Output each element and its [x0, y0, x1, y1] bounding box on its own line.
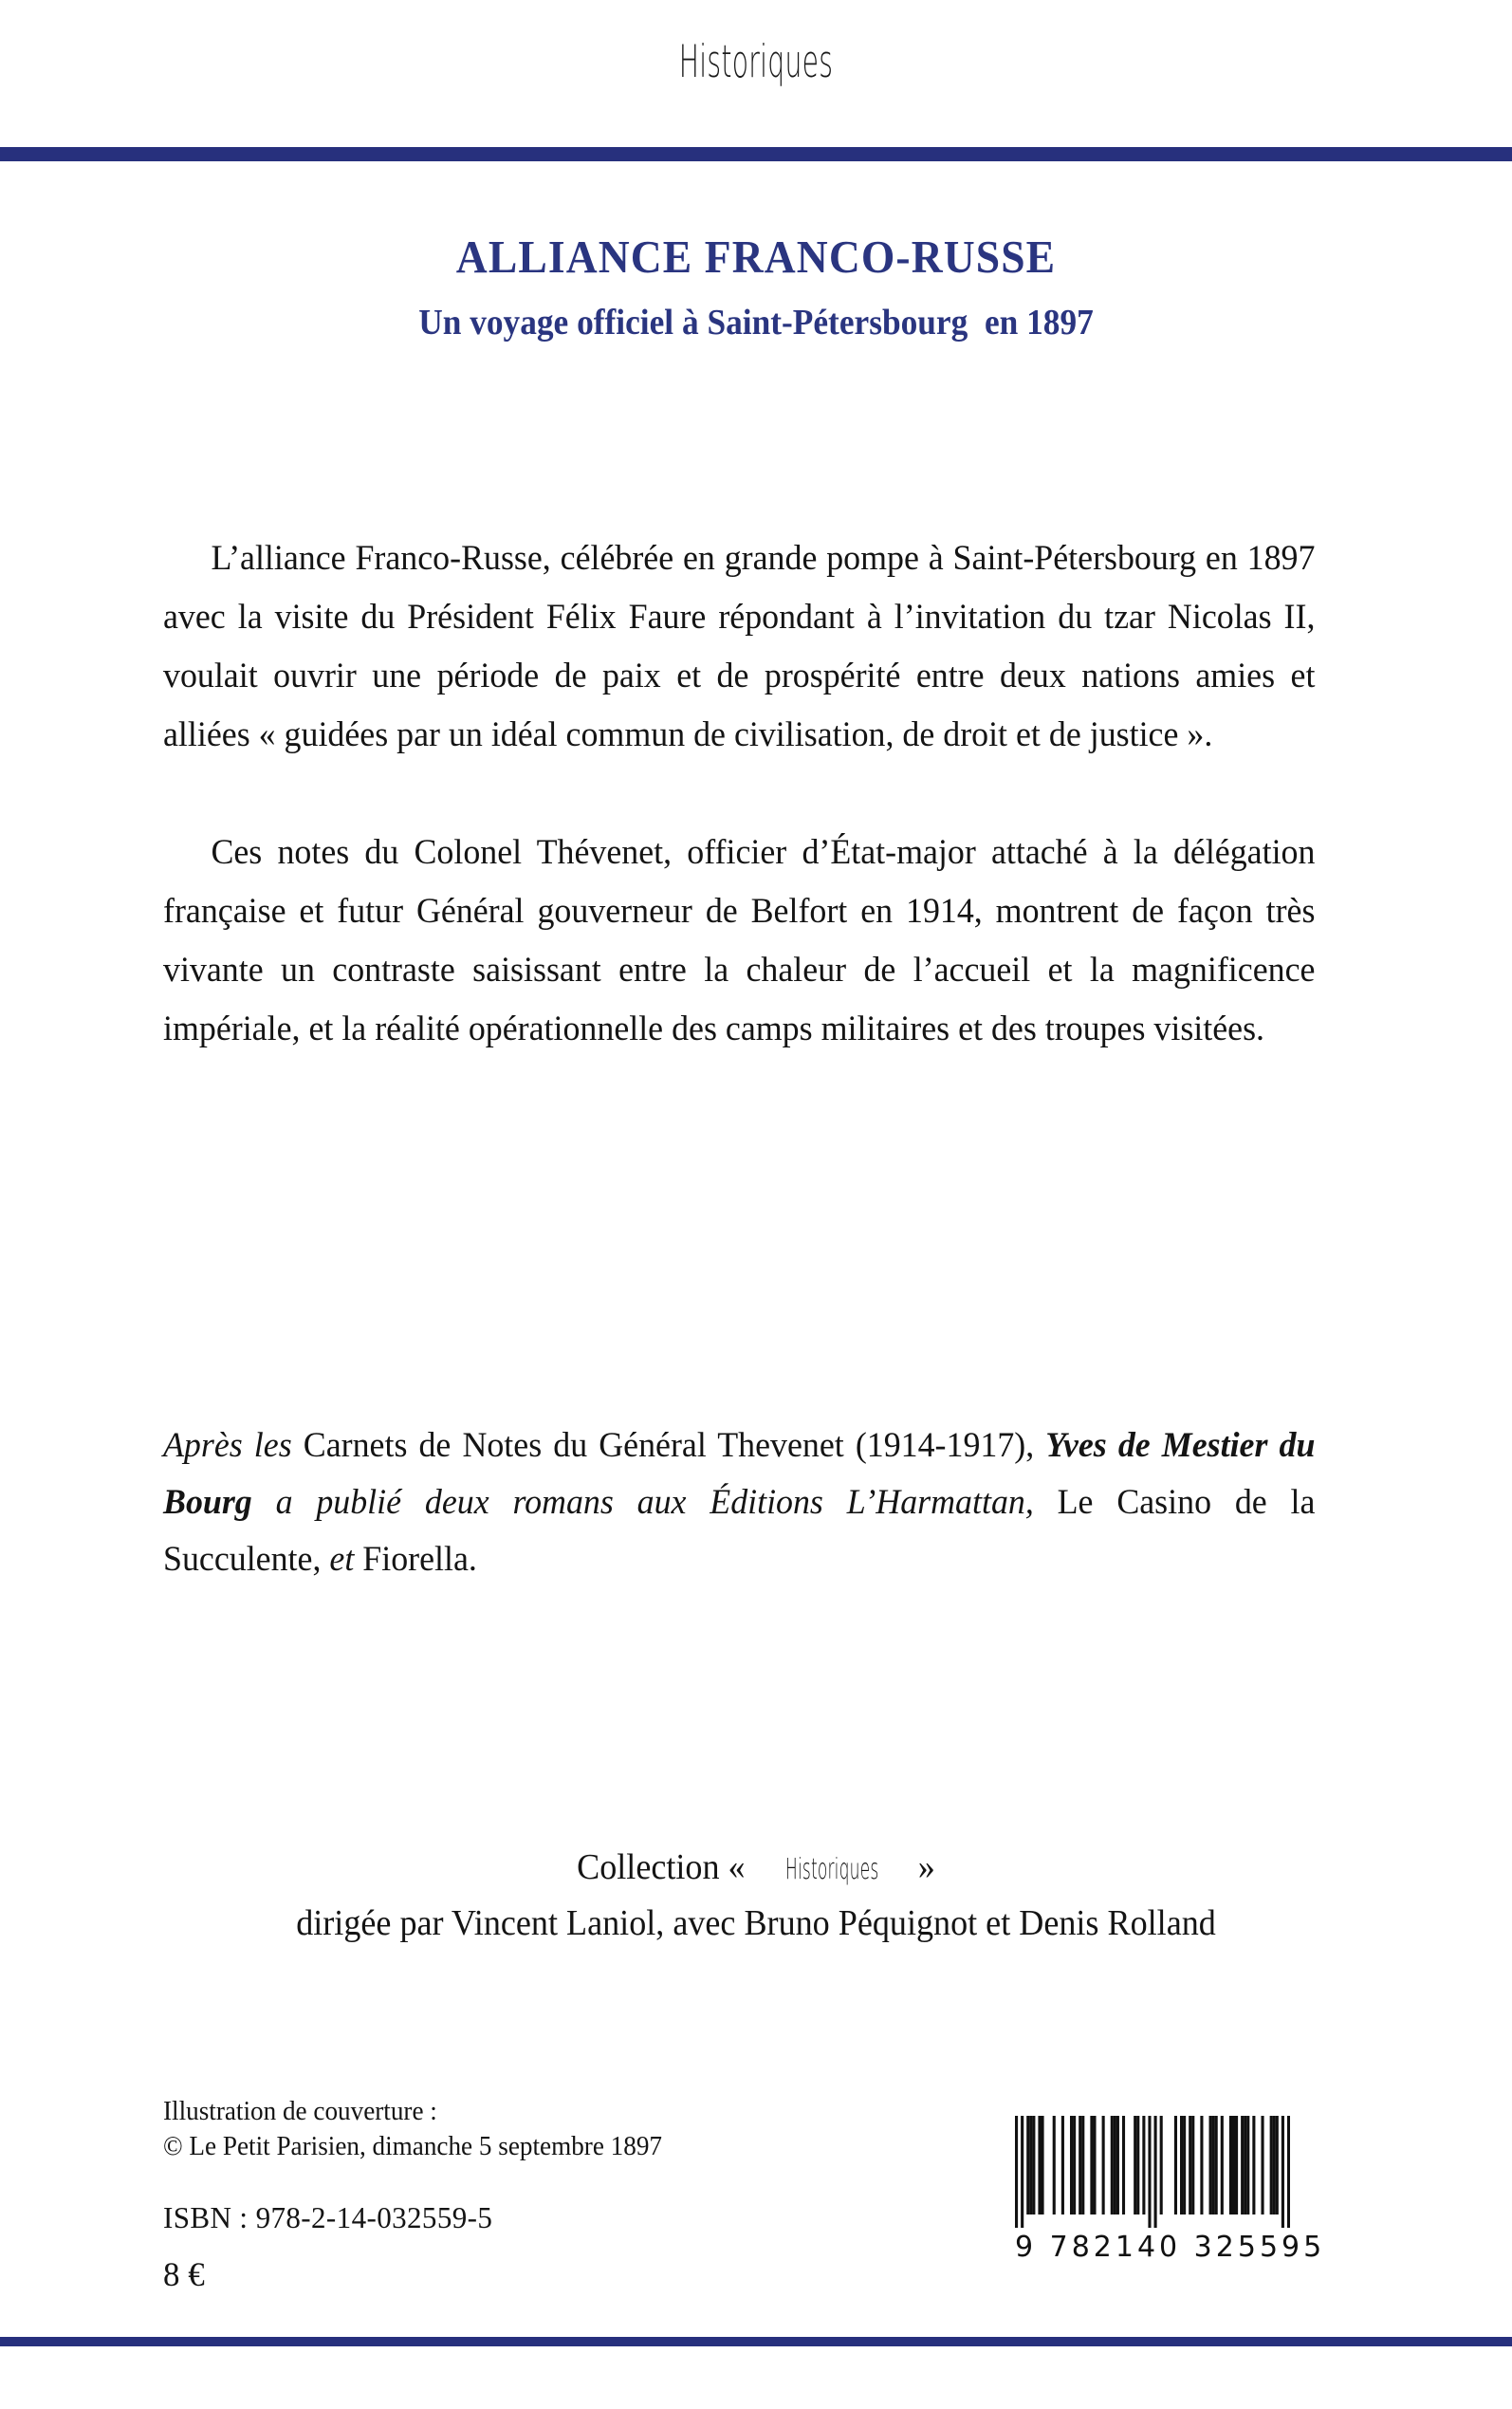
- cover-illustration-credit: [163, 2094, 881, 2164]
- author-note-seg-6: et: [329, 1540, 355, 1579]
- collection-credits-line-2: dirigée par Vincent Laniol, avec Bruno Péquignot et Denis Rolland: [296, 1903, 1216, 1943]
- price-value: 8 €: [163, 2255, 205, 2293]
- illustration-label: Illustration de couverture :: [163, 2097, 437, 2126]
- barcode-image: [1015, 2116, 1290, 2228]
- blurb-body: [163, 529, 1351, 1059]
- footer-info-block: [163, 2094, 903, 2295]
- isbn-value: ISBN : 978-2-14-032559-5: [163, 2200, 493, 2234]
- author-note-seg-7: Fiorella.: [354, 1540, 477, 1579]
- collection-label-suffix: »: [909, 1847, 935, 1887]
- barcode-digits: 9 782140 325595: [1015, 2231, 1326, 2264]
- author-note: [163, 1418, 1315, 1588]
- author-note-seg-5: Le Casino de la Succulente,: [163, 1483, 1316, 1579]
- collection-credits-line-1: [38, 1841, 1474, 1897]
- collection-credits: [0, 1841, 1512, 1950]
- collection-logo-inline: Historiques: [784, 1853, 878, 1886]
- author-note-seg-4: a publié deux romans aux Éditions L’Harmattan,: [251, 1483, 1034, 1522]
- author-note-seg-1: Après les: [163, 1426, 292, 1465]
- page-subtitle: Un voyage officiel à Saint-Pétersbourg en 1897: [418, 302, 1094, 343]
- collection-logo-header: Historiques: [678, 36, 834, 88]
- collection-label-prefix: Collection «: [577, 1847, 754, 1887]
- blurb-paragraph-2: Ces notes du Colonel Thévenet, officier d’État-major attaché à la délégation française et futur Général gouverneur de Belfort en 1914, montrent de façon très vivante un contraste saisissant entre la chaleur de l’accueil et la magnificence impériale, et la réalité opérationnelle des camps militaires et des troupes visitées.: [163, 833, 1316, 1048]
- author-note-seg-2: Carnets de Notes du Général Thevenet (1914-1917),: [291, 1426, 1046, 1465]
- author-note-block: [163, 1418, 1351, 1588]
- bottom-rule-divider: [0, 2337, 1512, 2346]
- title-block: [0, 232, 1512, 343]
- blurb-paragraph-1: L’alliance Franco-Russe, célébrée en grande pompe à Saint-Pétersbourg en 1897 avec la visite du Président Félix Faure répondant à l’invitation du tzar Nicolas II, voulait ouvrir une période de paix et de prospérité entre deux nations amies et alliées « guidées par un idéal commun de civilisation, de droit et de justice ».: [163, 539, 1316, 754]
- author-note-seg-3: Yves de Mestier du Bourg: [163, 1426, 1316, 1522]
- illustration-source: © Le Petit Parisien, dimanche 5 septembre 1897: [163, 2132, 662, 2161]
- barcode-block: [1015, 2116, 1326, 2264]
- page-title: ALLIANCE FRANCO-RUSSE: [455, 231, 1057, 283]
- top-rule-divider: [0, 147, 1512, 161]
